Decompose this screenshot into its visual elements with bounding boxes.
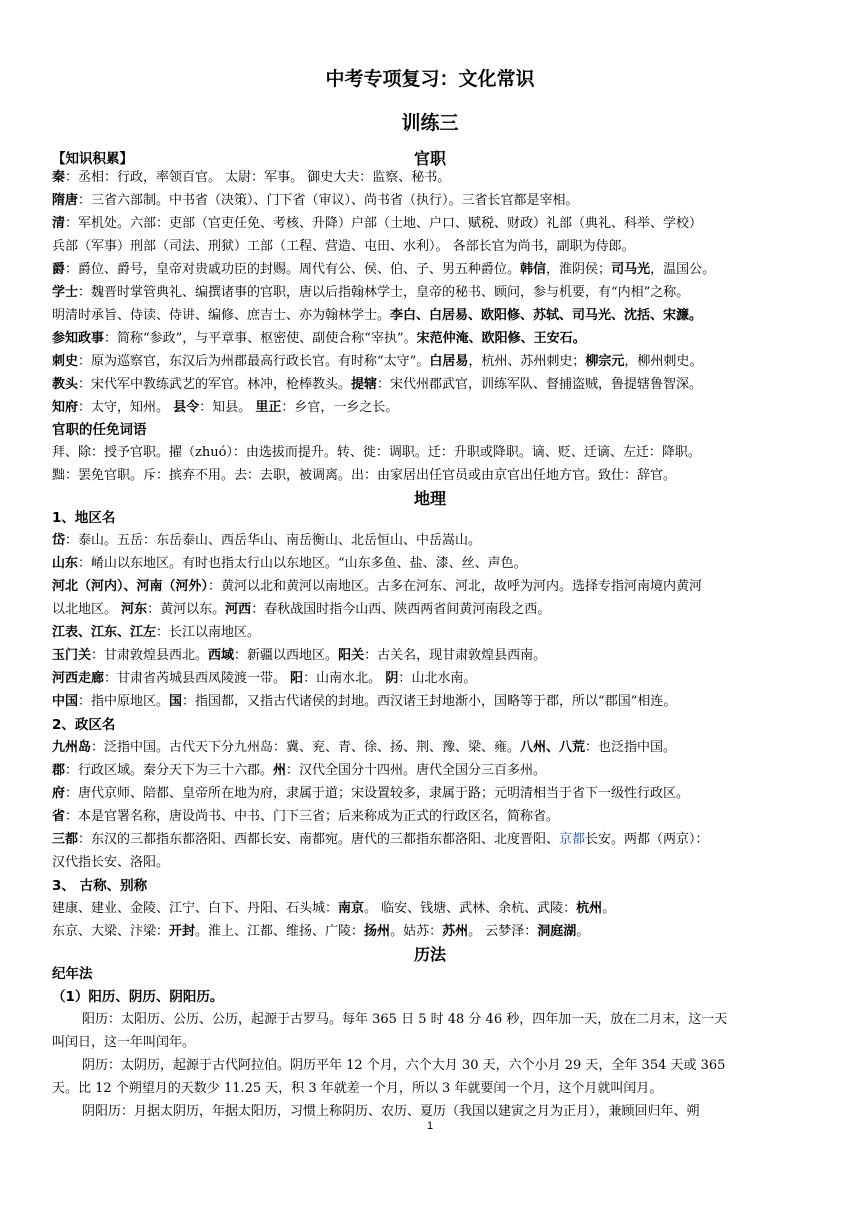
page-number: 1 xyxy=(426,1120,434,1132)
text: ：黄河以北和黄河以南地区。古多在河东、河北，故呼为河内。选择专指河南境内黄河 xyxy=(208,579,703,594)
term: 府 xyxy=(52,786,66,801)
entry-jiangbiao xyxy=(52,621,812,640)
text: ：甘肃敦煌县西北。 xyxy=(91,648,209,663)
term: 开封 xyxy=(169,924,196,939)
text: ：也泛指中国。 xyxy=(585,740,677,755)
text: ，柳州刺史。 xyxy=(624,354,703,369)
text: ：古关名，现甘肃敦煌县西南。 xyxy=(364,648,547,663)
term: 里正 xyxy=(255,400,282,415)
yinyangli-line-1: 阴阳历：月据太阴历，年据太阳历，习惯上称阴历、农历、夏历（我国以建寅之月为正月），兼顾回归年、朔 xyxy=(82,1104,700,1119)
name: 司马光 xyxy=(611,262,651,277)
text: ：丞相：行政，率领百官。 太尉：军事。 御史大夫：监察、秘书。 xyxy=(65,170,451,185)
text: ：宋代州郡武官，训练军队、督捕盗贼，鲁提辖鲁智深。 xyxy=(377,377,703,392)
term: 县令 xyxy=(173,400,200,415)
term: 省 xyxy=(52,809,66,824)
entry-jue xyxy=(52,258,812,277)
term: 阳 xyxy=(290,671,304,686)
term: 洞庭湖 xyxy=(537,924,577,939)
names: 李白、白居易、欧阳修、苏轼、司马光、沈括、宋濂。 xyxy=(390,308,703,323)
text: ：甘肃省芮城县西凤陵渡一带。 xyxy=(104,671,291,686)
entry-jiuzhou xyxy=(52,736,812,755)
entry-kaifeng xyxy=(52,920,812,939)
entry-jun xyxy=(52,759,812,778)
name: 白居易 xyxy=(429,354,469,369)
entry-qin xyxy=(52,166,812,185)
text: ：本是官署名称，唐设尚书、中书、门下三省；后来称成为正式的行政区名，简称省。 xyxy=(65,809,560,824)
term: 秦 xyxy=(52,170,66,185)
text: 。淮上、江都、维扬、广陵： xyxy=(195,924,365,939)
term: 教头 xyxy=(52,377,79,392)
term: 刺史 xyxy=(52,354,79,369)
entry-cishi xyxy=(52,350,812,369)
term: 参知政事 xyxy=(52,331,105,346)
entry-zhifu xyxy=(52,396,812,415)
term: 岱 xyxy=(52,533,66,548)
entry-hexizoulang xyxy=(52,667,812,686)
renmian-heading: 官职的任免词语 xyxy=(52,422,147,438)
text: ：乡官，一乡之长。 xyxy=(281,400,399,415)
text: 建康、建业、金陵、江宁、白下、丹阳、石头城： xyxy=(52,901,339,916)
term: 阴 xyxy=(385,671,399,686)
entry-shandong xyxy=(52,552,812,571)
section-heading-dili: 地理 xyxy=(413,489,446,508)
term: 学士 xyxy=(52,285,79,300)
term: 河东 xyxy=(121,602,148,617)
entry-xueshi xyxy=(52,281,812,300)
text: ：宋代军中教练武艺的军官。林冲，枪棒教头。 xyxy=(78,377,352,392)
entry-qing xyxy=(52,212,812,231)
dili-sub-2: 2、政区名 xyxy=(52,717,116,733)
name: 柳宗元 xyxy=(585,354,625,369)
entry-qing-cont: 兵部（军事）刑部（司法、刑狱）工部（工程、营造、屯田、水利）。 各部长官为尚书，副职为侍郎。 xyxy=(52,239,635,254)
names: 宋范仲淹、欧阳修、王安石。 xyxy=(416,331,586,346)
entry-hebei-cont xyxy=(52,598,812,617)
entry-sheng xyxy=(52,805,812,824)
entry-nanjing xyxy=(52,897,812,916)
text: ：军机处。六部：吏部（官吏任免、考核、升降）户部（土地、户口、赋税、财政）礼部（典礼、科举、学校） xyxy=(65,216,703,231)
highlight-link: 京都 xyxy=(559,832,586,847)
text: ：三省六部制。中书省（决策）、门下省（审议）、尚书省（执行）。三省长官都是宰相。 xyxy=(78,193,579,208)
entry-dai xyxy=(52,529,812,548)
text: ：唐代京师、陪都、皇帝所在地为府，隶属于道；宋设置较多，隶属于路；元明清相当于省下一级性行政区。 xyxy=(65,786,690,801)
term: 郡 xyxy=(52,763,66,778)
entry-hebei xyxy=(52,575,812,594)
term: 南京 xyxy=(338,901,365,916)
text: ：魏晋时掌管典礼、编撰诸事的官职，唐以后指翰林学士，皇帝的秘书、顾问，参与机要，有“内相”之称。 xyxy=(78,285,690,300)
text: ：崤山以东地区。有时也指太行山以东地区。“山东多鱼、盐、漆、丝、声色。 xyxy=(78,556,527,571)
text: ：太守，知州。 xyxy=(78,400,174,415)
term: 西域 xyxy=(208,648,235,663)
text: 以北地区。 xyxy=(52,602,122,617)
entry-sandu xyxy=(52,828,812,847)
text: 。 临安、钱塘、武林、余杭、武陵： xyxy=(364,901,577,916)
document-subtitle: 训练三 xyxy=(401,112,459,134)
term: 爵 xyxy=(52,262,66,277)
term: 清 xyxy=(52,216,66,231)
term: 三都 xyxy=(52,832,79,847)
text: 。姑苏： xyxy=(390,924,443,939)
entry-sandu-cont: 汉代指长安、洛阳。 xyxy=(52,855,170,870)
renmian-line-2: 黜：罢免官职。斥：摈弃不用。去：去职，被调离。出：由家居出任官员或由京官出任地方官。致仕：辞官。 xyxy=(52,468,677,483)
entry-suitang xyxy=(52,189,812,208)
renmian-line-1: 拜、除：授予官职。擢（zhuó）：由选拔而提升。转、徙：调职。迁：升职或降职。谪、贬、迁谪、左迁：降职。 xyxy=(52,445,701,460)
text: ：山北水南。 xyxy=(398,671,477,686)
term: 河西走廊 xyxy=(52,671,105,686)
text: 。 xyxy=(576,924,590,939)
term: 山东 xyxy=(52,556,79,571)
term: 江表、江东、江左 xyxy=(52,625,157,640)
text: ，温国公。 xyxy=(650,262,716,277)
text: ，杭州、苏州刺史； xyxy=(468,354,586,369)
yinli-line-2: 天。比 12 个朔望月的天数少 11.25 天，积 3 年就差一个月，所以 3 年就要闰一个月，这个月就叫闰月。 xyxy=(52,1081,663,1096)
term: 知府 xyxy=(52,400,79,415)
text: ：春秋战国时指今山西、陕西两省间黄河南段之西。 xyxy=(251,602,551,617)
term: 中国 xyxy=(52,694,79,709)
entry-fu xyxy=(52,782,812,801)
term: 阳关 xyxy=(338,648,365,663)
text: ：简称“参政”，与平章事、枢密使、副使合称“宰执”。 xyxy=(104,331,417,346)
lifa-sub: 纪年法 xyxy=(52,966,93,982)
term: 隋唐 xyxy=(52,193,79,208)
term: 河北（河内）、河南（河外） xyxy=(52,579,209,594)
dili-sub-1: 1、地区名 xyxy=(52,510,116,526)
entry-zhongguo xyxy=(52,690,812,709)
text: ：原为巡察官，东汉后为州郡最高行政长官。有时称“太守”。 xyxy=(78,354,430,369)
dili-sub-3: 3、 古称、别称 xyxy=(52,878,148,894)
text: 。 云梦泽： xyxy=(468,924,538,939)
term: 苏州 xyxy=(442,924,469,939)
term: 国 xyxy=(169,694,183,709)
text: ：长江以南地区。 xyxy=(156,625,261,640)
text: ：山南水北。 xyxy=(303,671,386,686)
knowledge-tag: 【知识积累】 xyxy=(52,151,133,167)
text: ：新疆以西地区。 xyxy=(234,648,339,663)
term: 州 xyxy=(273,763,287,778)
lifa-sub-item: （1）阳历、阴历、阴阳历。 xyxy=(52,989,224,1005)
term: 八州、八荒 xyxy=(520,740,586,755)
text: ：黄河以东。 xyxy=(147,602,226,617)
term: 提辖 xyxy=(351,377,378,392)
entry-xueshi-cont xyxy=(52,304,812,323)
name: 韩信 xyxy=(520,262,547,277)
entry-canzhi xyxy=(52,327,812,346)
term: 杭州 xyxy=(576,901,603,916)
text: 长安。两都（两京）： xyxy=(585,832,709,847)
text: ：汉代全国分十四州。唐代全国分三百多州。 xyxy=(286,763,547,778)
yangli-line-1: 阳历：太阳历、公历、公历，起源于古罗马。每年 365 日 5 时 48 分 46 秒，四年加一天，放在二月末，这一天 xyxy=(82,1012,728,1027)
entry-jiaotou xyxy=(52,373,812,392)
text: ：知县。 xyxy=(199,400,256,415)
text: 东京、大梁、汴梁： xyxy=(52,924,170,939)
text: ：泛指中国。古代天下分九州岛：冀、兖、青、徐、扬、荆、豫、梁、雍。 xyxy=(91,740,521,755)
yangli-line-2: 叫闰日，这一年叫闰年。 xyxy=(52,1035,196,1050)
text: ：爵位、爵号，皇帝对贵戚功臣的封赐。周代有公、侯、伯、子、男五种爵位。 xyxy=(65,262,521,277)
term: 九州岛 xyxy=(52,740,92,755)
entry-yumen xyxy=(52,644,812,663)
section-heading-lifa: 历法 xyxy=(413,945,446,964)
section-heading-guanzhi: 官职 xyxy=(413,149,446,168)
text: 明清时承旨、侍读、侍讲、编修、庶吉士、亦为翰林学士。 xyxy=(52,308,391,323)
term: 河西 xyxy=(225,602,252,617)
text: ：行政区域。秦分天下为三十六郡。 xyxy=(65,763,274,778)
text: ：东汉的三都指东都洛阳、西都长安、南都宛。唐代的三都指东都洛阳、北度晋阳、 xyxy=(78,832,560,847)
term: 玉门关 xyxy=(52,648,92,663)
text: ：指中原地区。 xyxy=(78,694,170,709)
text: ，淮阴侯； xyxy=(546,262,612,277)
yinli-line-1: 阴历：太阴历，起源于古代阿拉伯。阴历平年 12 个月，六个大月 30 天，六个小月 29 天，全年 354 天或 365 xyxy=(82,1058,726,1073)
document-title: 中考专项复习：文化常识 xyxy=(325,68,535,90)
text: ：指国都，又指古代诸侯的封地。西汉诸王封地渐小，国略等于郡，所以“郡国”相连。 xyxy=(182,694,677,709)
text: 。 xyxy=(602,901,616,916)
term: 扬州 xyxy=(364,924,391,939)
text: ：泰山。五岳：东岳泰山、西岳华山、南岳衡山、北岳恒山、中岳嵩山。 xyxy=(65,533,482,548)
